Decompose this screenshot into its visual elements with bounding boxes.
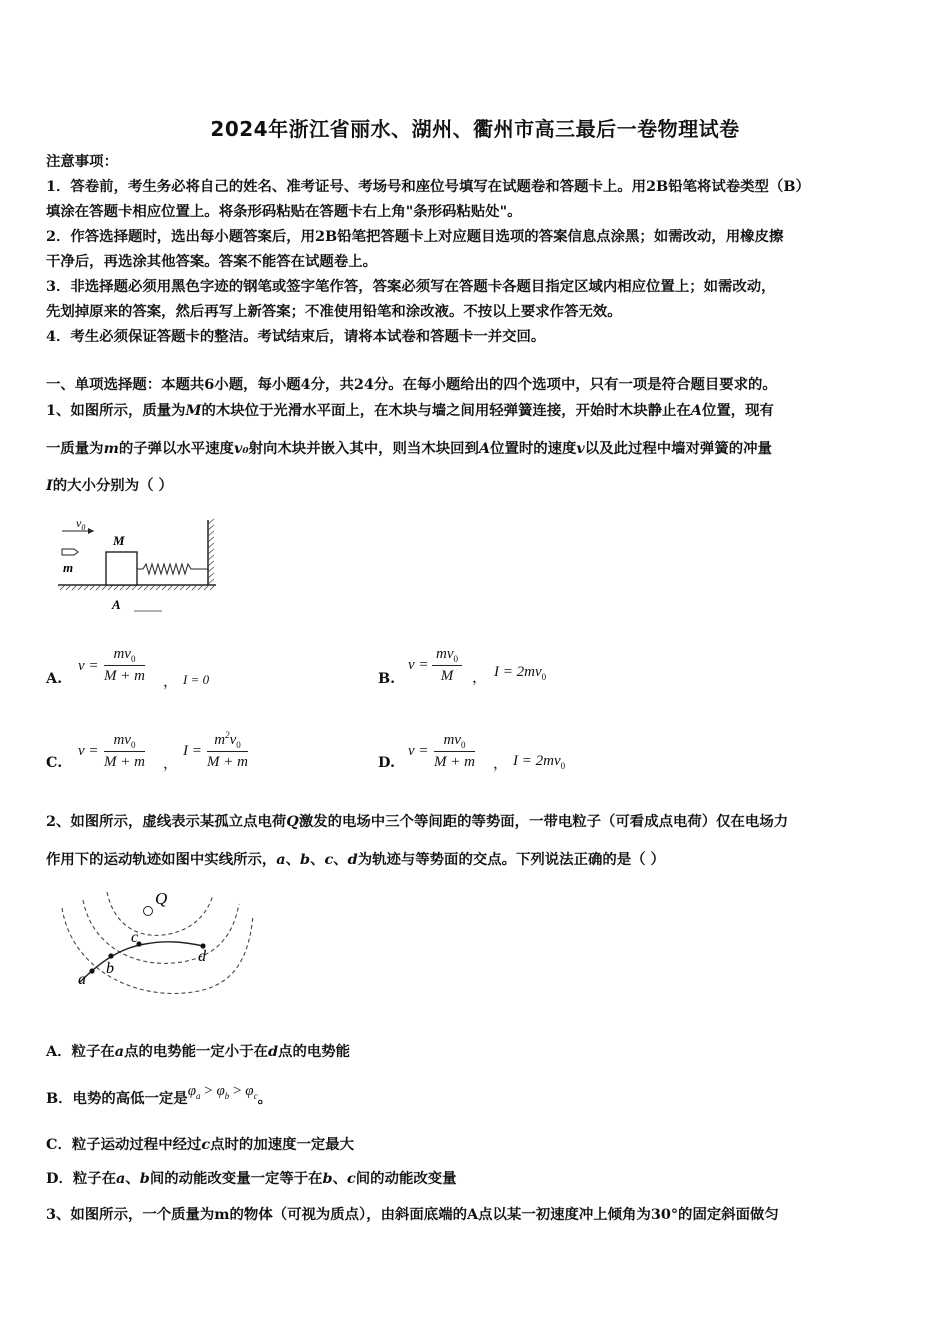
- q1-option-A-v: v =: [78, 658, 99, 674]
- q1-stem-line3: I的大小分别为（ ）: [46, 477, 173, 494]
- q1-option-A-I: I = 0: [183, 672, 210, 687]
- q2-fig-a-label: a: [78, 971, 86, 988]
- notice-line: 3．非选择题必须用黑色字迹的钢笔或签字笔作答，答案必须写在答题卡各题目指定区域内相应位置上；如需改动，: [46, 278, 776, 295]
- q2-option-C: C．粒子运动过程中经过c点时的加速度一定最大: [46, 1136, 355, 1153]
- notice-line: 先划掉原来的答案，然后再写上新答案；不准使用铅笔和涂改液。不按以上要求作答无效。: [46, 303, 622, 320]
- q1-option-C-sep: ，: [163, 756, 179, 772]
- q1-option-B-v: v =: [408, 657, 429, 673]
- q1-option-D-label: D.: [378, 754, 395, 771]
- q2-equipotential-figure: [55, 880, 255, 1005]
- q1-option-C-fraction: $\frac{mv_0}{M + m}$: [104, 732, 145, 770]
- section-heading: 一、单项选择题：本题共6小题，每小题4分，共24分。在每小题给出的四个选项中，只有一项是符合题目要求的。: [46, 376, 777, 393]
- q1-fig-M-label: M: [113, 533, 125, 548]
- q1-stem-line2: 一质量为m的子弹以水平速度v₀射向木块并嵌入其中，则当木块回到A位置时的速度v以及此过程中墙对弹簧的冲量: [46, 440, 772, 457]
- q1-fig-v0-label: $v_0$: [76, 516, 86, 532]
- q2-stem-line2: 作用下的运动轨迹如图中实线所示，a、b、c、d为轨迹与等势面的交点。下列说法正确的是（ ）: [46, 851, 665, 868]
- q1-option-B-label: B.: [378, 670, 396, 687]
- q1-fig-A-label: A: [112, 597, 121, 612]
- q1-option-C-I-fraction: $\frac{m^2v_0}{M + m}$: [207, 730, 248, 770]
- notice-heading: 注意事项：: [46, 153, 118, 170]
- exam-title: 2024年浙江省丽水、湖州、衢州市高三最后一卷物理试卷: [210, 117, 740, 141]
- q2-option-D: D．粒子在a、b间的动能改变量一定等于在b、c间的动能改变量: [46, 1170, 457, 1187]
- q3-stem-line1: 3、如图所示，一个质量为m的物体（可视为质点），由斜面底端的A点以某一初速度冲上倾角为30°的固定斜面做匀: [46, 1206, 779, 1223]
- q1-option-A-sep: ，: [163, 674, 179, 690]
- notice-line: 干净后，再选涂其他答案。答案不能答在试题卷上。: [46, 253, 377, 270]
- q2-stem-line1: 2、如图所示，虚线表示某孤立点电荷Q激发的电场中三个等间距的等势面，一带电粒子（可看成点电荷）仅在电场力: [46, 813, 789, 830]
- q1-option-D-sep: ，: [493, 756, 509, 772]
- notice-line: 4．考生必须保证答题卡的整洁。考试结束后，请将本试卷和答题卡一并交回。: [46, 328, 546, 345]
- notice-line: 2．作答选择题时，选出每小题答案后，用2B铅笔把答题卡上对应题目选项的答案信息点涂黑；如需改动，用橡皮擦: [46, 228, 784, 245]
- q1-option-C-v: v =: [78, 743, 99, 759]
- q1-option-D-fraction: $\frac{mv_0}{M + m}$: [434, 732, 475, 770]
- q1-option-A-fraction: $\frac{mv_0}{M + m}$: [104, 646, 145, 684]
- q1-spring-block-figure: [50, 512, 225, 617]
- notice-line: 1．答卷前，考生务必将自己的姓名、准考证号、考场号和座位号填写在试题卷和答题卡上。用2B铅笔将试卷类型（B）: [46, 178, 810, 195]
- q1-option-D-v: v =: [408, 743, 429, 759]
- q1-option-C-I: I =: [183, 743, 202, 759]
- q1-option-C-label: C.: [46, 754, 63, 771]
- q2-fig-Q-label: Q: [155, 889, 168, 908]
- q1-option-A-label: A.: [46, 670, 63, 687]
- q1-option-B-I: $I = 2mv_0$: [494, 664, 547, 682]
- q2-option-A: A．粒子在a点的电势能一定小于在d点的电势能: [46, 1043, 351, 1060]
- notice-line: 填涂在答题卡相应位置上。将条形码粘贴在答题卡右上角"条形码粘贴处"。: [46, 203, 522, 220]
- q2-fig-b-label: b: [106, 960, 114, 977]
- q1-option-B-fraction: $\frac{mv_0}{M}$: [432, 646, 462, 685]
- q2-fig-d-label: d: [198, 948, 206, 965]
- q2-fig-c-label: c: [131, 929, 139, 946]
- q1-fig-m-label: m: [63, 560, 74, 575]
- q1-option-D-I: $I = 2mv_0$: [513, 753, 566, 771]
- q1-stem-line1: 1、如图所示，质量为M的木块位于光滑水平面上，在木块与墙之间用轻弹簧连接，开始时木块静止在A位置，现有: [46, 402, 774, 419]
- q1-option-B-sep: ，: [472, 670, 488, 686]
- q2-option-B: B．电势的高低一定是$\varphi_a > \varphi_b > \varphi_c$。: [46, 1083, 272, 1107]
